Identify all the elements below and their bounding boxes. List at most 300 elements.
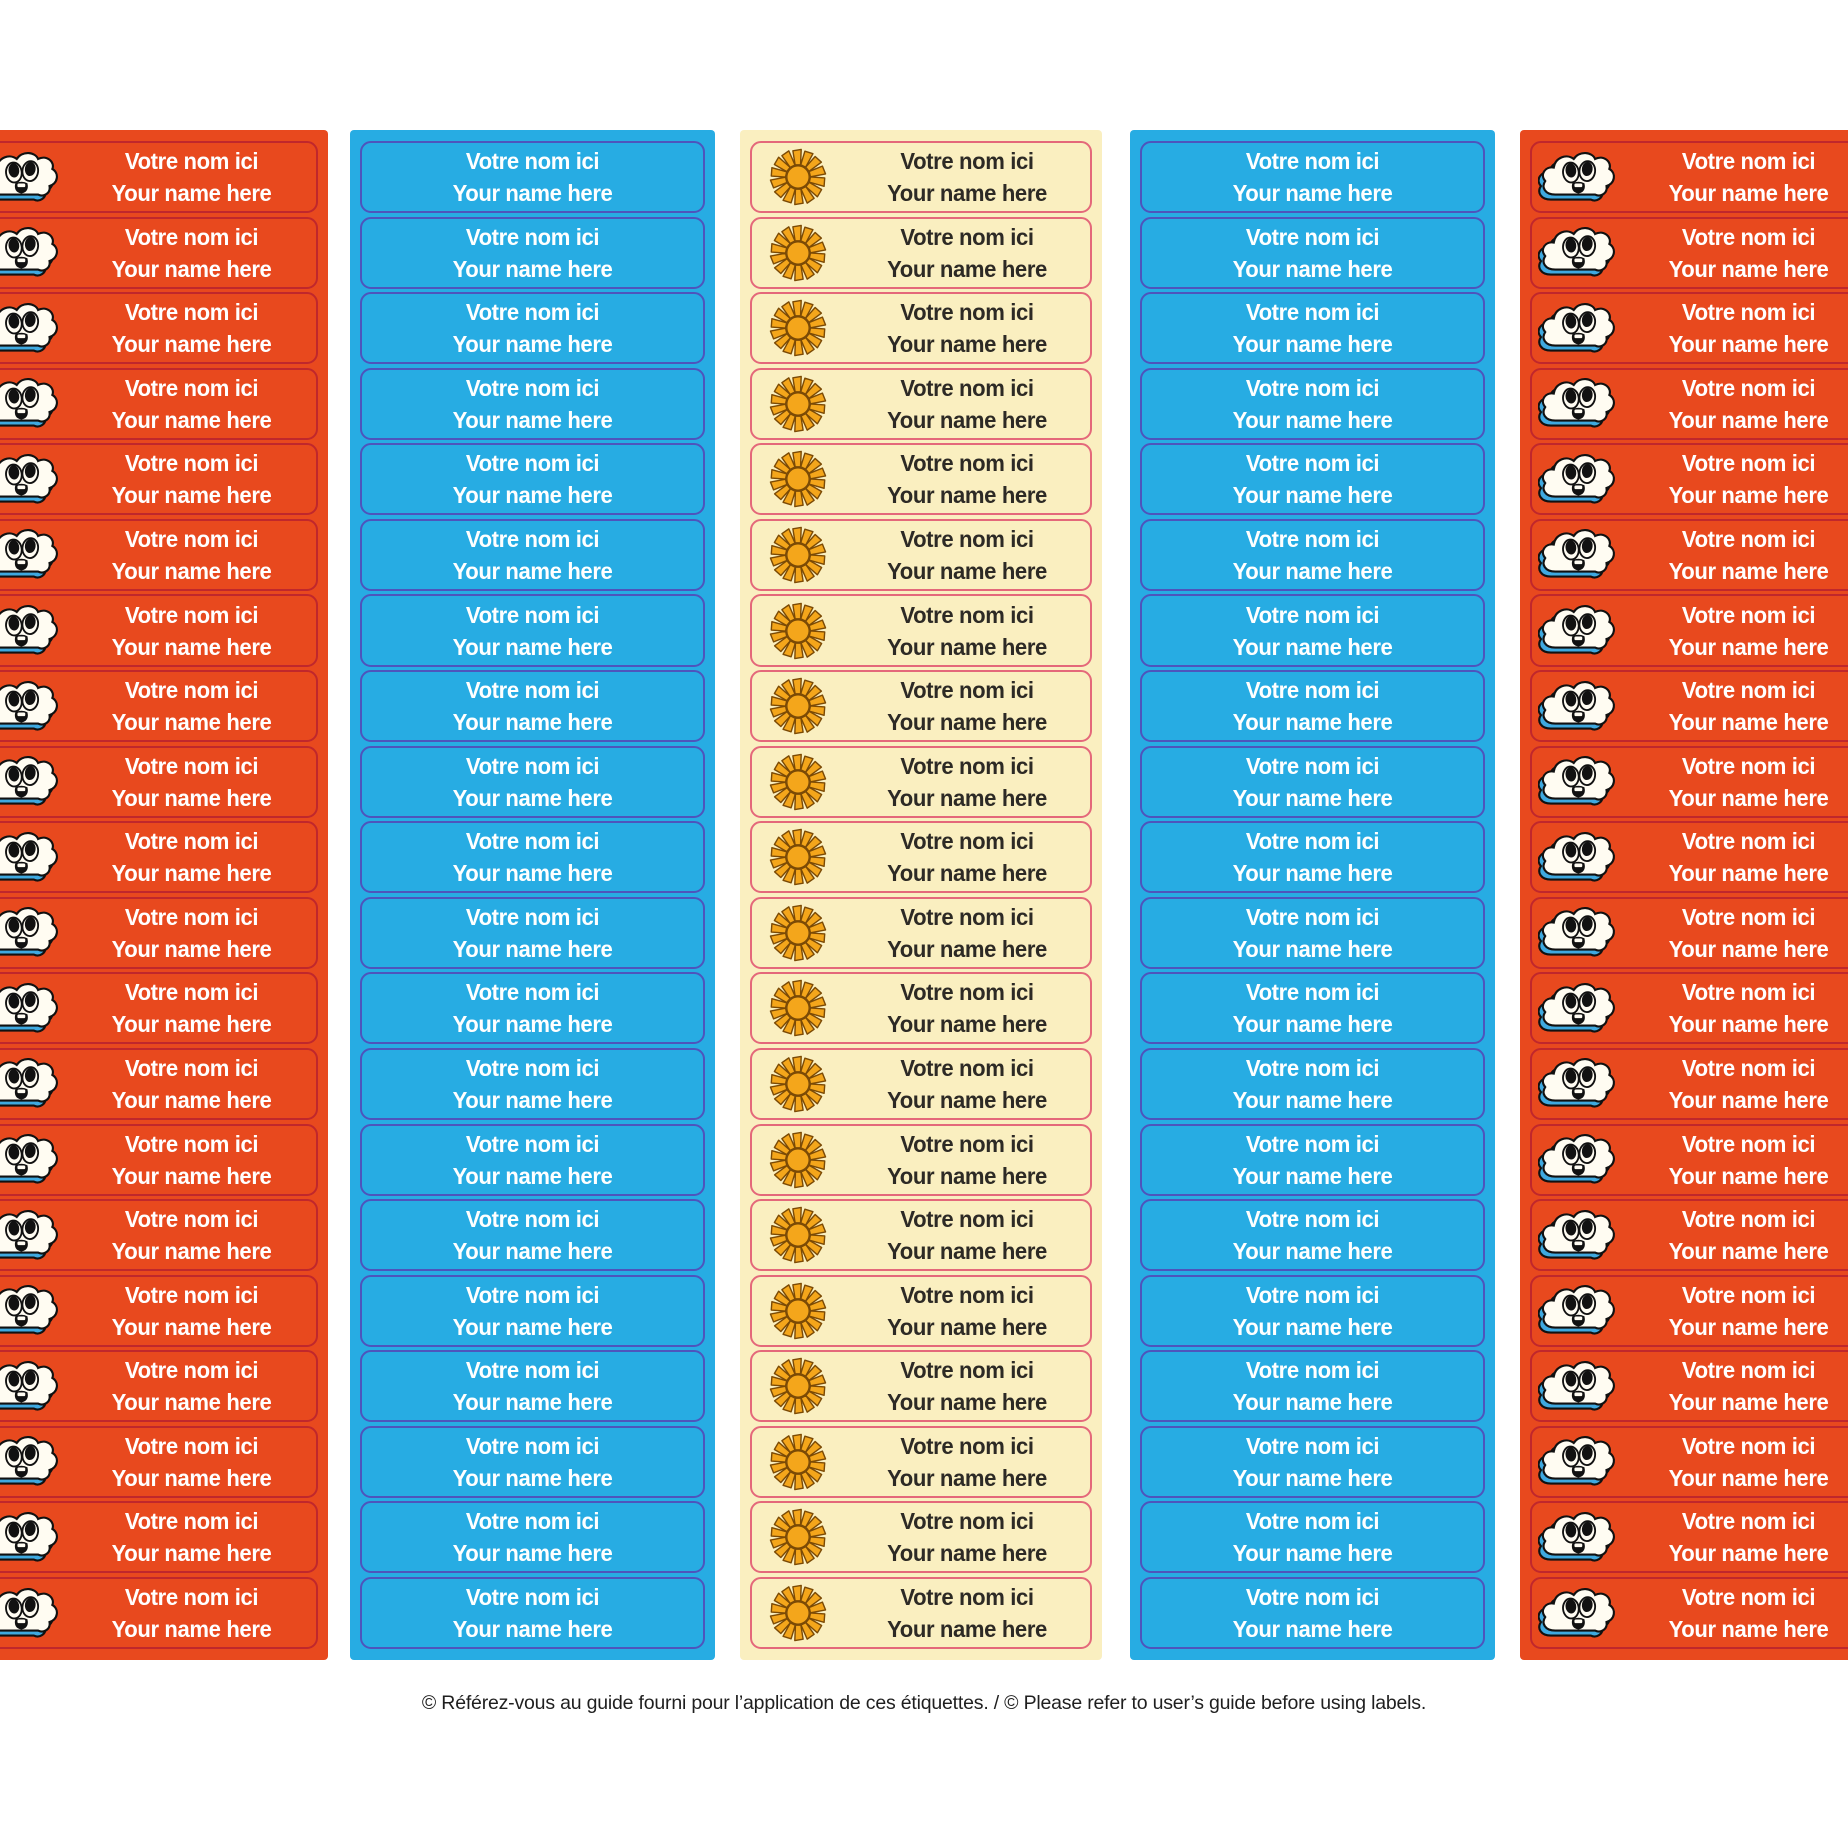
name-label-text [1149, 1430, 1476, 1494]
label-line-fr: Votre nom ici [465, 148, 600, 175]
label-line-en: Your name here [452, 1086, 613, 1113]
name-label-text [369, 447, 696, 511]
label-line-en: Your name here [1232, 860, 1393, 887]
sun-icon [752, 1505, 844, 1569]
label-line-fr: Votre nom ici [124, 525, 259, 552]
name-label [1140, 1577, 1485, 1649]
label-line-fr: Votre nom ici [465, 752, 600, 779]
cloud-mascot-icon [1532, 1131, 1624, 1188]
label-line-fr: Votre nom ici [124, 148, 259, 175]
label-line-en: Your name here [1668, 180, 1829, 207]
name-label-text [849, 1128, 1085, 1192]
name-label [0, 1048, 318, 1120]
name-label [1530, 1048, 1848, 1120]
label-line-fr: Votre nom ici [1681, 1584, 1816, 1611]
label-line-fr: Votre nom ici [465, 1508, 600, 1535]
name-label [1140, 594, 1485, 666]
name-label [1530, 670, 1848, 742]
name-label-text [849, 296, 1085, 360]
label-line-fr: Votre nom ici [1245, 1432, 1380, 1459]
sun-icon [752, 1581, 844, 1645]
label-line-en: Your name here [452, 1162, 613, 1189]
name-label-text [72, 1430, 311, 1494]
label-line-en: Your name here [452, 482, 613, 509]
label-line-fr: Votre nom ici [900, 299, 1034, 326]
name-label [0, 1577, 318, 1649]
label-line-en: Your name here [1668, 331, 1829, 358]
label-line-en: Your name here [1668, 1162, 1829, 1189]
label-line-fr: Votre nom ici [900, 601, 1034, 628]
name-label-text [1629, 1279, 1848, 1343]
label-line-en: Your name here [452, 935, 613, 962]
name-label [1140, 443, 1485, 515]
cloud-mascot-icon [1532, 300, 1624, 357]
label-line-en: Your name here [452, 784, 613, 811]
label-line-en: Your name here [452, 1540, 613, 1567]
name-label-text [1149, 1052, 1476, 1116]
label-line-fr: Votre nom ici [1245, 525, 1380, 552]
label-line-fr: Votre nom ici [1681, 601, 1816, 628]
cloud-mascot-icon [1532, 678, 1624, 735]
label-line-fr: Votre nom ici [1681, 1357, 1816, 1384]
label-line-fr: Votre nom ici [1681, 299, 1816, 326]
label-line-en: Your name here [887, 255, 1047, 282]
label-line-en: Your name here [452, 255, 613, 282]
name-label-text [369, 1505, 696, 1569]
name-label-text [1149, 1505, 1476, 1569]
name-label [1140, 746, 1485, 818]
name-label-text [1149, 674, 1476, 738]
cloud-mascot-icon [1532, 1282, 1624, 1339]
sun-icon [752, 145, 844, 209]
label-line-fr: Votre nom ici [1681, 525, 1816, 552]
name-label [1530, 519, 1848, 591]
name-label [360, 1501, 705, 1573]
label-line-fr: Votre nom ici [900, 903, 1034, 930]
name-label [360, 1350, 705, 1422]
label-line-fr: Votre nom ici [124, 1584, 259, 1611]
cloud-mascot-icon [0, 375, 67, 432]
label-line-fr: Votre nom ici [1681, 223, 1816, 250]
cloud-mascot-icon [1532, 1585, 1624, 1642]
label-line-fr: Votre nom ici [900, 828, 1034, 855]
name-label [750, 1577, 1092, 1649]
label-line-en: Your name here [111, 406, 272, 433]
name-label-text [1149, 1128, 1476, 1192]
label-line-fr: Votre nom ici [124, 1206, 259, 1233]
name-label [0, 821, 318, 893]
label-line-en: Your name here [887, 633, 1047, 660]
name-label-text [1629, 1354, 1848, 1418]
label-line-en: Your name here [1232, 1616, 1393, 1643]
name-label-text [1149, 599, 1476, 663]
name-label-text [369, 750, 696, 814]
name-label [0, 1426, 318, 1498]
label-line-en: Your name here [1232, 1011, 1393, 1038]
label-line-fr: Votre nom ici [1245, 752, 1380, 779]
name-label [750, 1426, 1092, 1498]
label-line-en: Your name here [887, 331, 1047, 358]
sun-icon [752, 976, 844, 1040]
label-line-en: Your name here [887, 1616, 1047, 1643]
label-line-en: Your name here [887, 1086, 1047, 1113]
name-label [1140, 368, 1485, 440]
label-line-fr: Votre nom ici [900, 223, 1034, 250]
name-label-text [72, 145, 311, 209]
name-label-text [369, 1430, 696, 1494]
label-line-en: Your name here [111, 1086, 272, 1113]
name-label-text [72, 750, 311, 814]
name-label [360, 217, 705, 289]
cloud-mascot-icon [1532, 1358, 1624, 1415]
name-label [1530, 368, 1848, 440]
cloud-mascot-icon [1532, 149, 1624, 206]
label-line-en: Your name here [1668, 709, 1829, 736]
label-line-fr: Votre nom ici [465, 374, 600, 401]
sun-icon [752, 372, 844, 436]
name-label-text [72, 1052, 311, 1116]
name-label-text [1629, 1203, 1848, 1267]
label-line-en: Your name here [1232, 935, 1393, 962]
name-label [1530, 217, 1848, 289]
label-line-fr: Votre nom ici [1245, 1130, 1380, 1157]
label-line-fr: Votre nom ici [900, 525, 1034, 552]
label-line-en: Your name here [452, 331, 613, 358]
label-line-en: Your name here [452, 709, 613, 736]
label-line-en: Your name here [1668, 1086, 1829, 1113]
label-line-en: Your name here [887, 180, 1047, 207]
cloud-mascot-icon [0, 829, 67, 886]
label-line-en: Your name here [1668, 1313, 1829, 1340]
sun-icon [752, 447, 844, 511]
label-line-fr: Votre nom ici [124, 1130, 259, 1157]
name-label [1530, 1350, 1848, 1422]
label-line-fr: Votre nom ici [1681, 828, 1816, 855]
label-line-en: Your name here [111, 255, 272, 282]
cloud-mascot-icon [0, 1358, 67, 1415]
name-label [1530, 292, 1848, 364]
name-label-text [849, 1581, 1085, 1645]
label-line-fr: Votre nom ici [124, 1357, 259, 1384]
name-label [1140, 292, 1485, 364]
name-label-text [72, 1581, 311, 1645]
label-line-en: Your name here [1232, 1238, 1393, 1265]
name-label-text [849, 1354, 1085, 1418]
label-line-fr: Votre nom ici [465, 601, 600, 628]
name-label-text [1629, 296, 1848, 360]
name-label-text [1149, 447, 1476, 511]
name-label [750, 292, 1092, 364]
cloud-mascot-icon [1532, 1207, 1624, 1264]
name-label [750, 897, 1092, 969]
name-label [0, 292, 318, 364]
sun-icon [752, 1354, 844, 1418]
name-label-text [369, 1128, 696, 1192]
label-line-fr: Votre nom ici [1681, 979, 1816, 1006]
name-label [1530, 1577, 1848, 1649]
name-label [1140, 1199, 1485, 1271]
name-label [0, 1124, 318, 1196]
name-label-text [369, 523, 696, 587]
cloud-mascot-icon [0, 1131, 67, 1188]
label-line-en: Your name here [887, 1011, 1047, 1038]
label-line-en: Your name here [1232, 482, 1393, 509]
label-line-en: Your name here [887, 1313, 1047, 1340]
name-label-text [1149, 825, 1476, 889]
label-line-en: Your name here [111, 784, 272, 811]
name-label-text [849, 1052, 1085, 1116]
label-line-fr: Votre nom ici [1245, 828, 1380, 855]
label-line-en: Your name here [111, 331, 272, 358]
name-label-text [1629, 1430, 1848, 1494]
name-label [360, 1577, 705, 1649]
label-line-fr: Votre nom ici [900, 450, 1034, 477]
sun-icon [752, 1128, 844, 1192]
name-label [1140, 1124, 1485, 1196]
name-label [750, 670, 1092, 742]
name-label-text [1149, 1581, 1476, 1645]
label-line-fr: Votre nom ici [900, 752, 1034, 779]
label-line-fr: Votre nom ici [124, 979, 259, 1006]
label-line-en: Your name here [1232, 784, 1393, 811]
name-label-text [72, 1505, 311, 1569]
name-label-text [849, 1505, 1085, 1569]
label-line-fr: Votre nom ici [124, 903, 259, 930]
label-line-en: Your name here [1668, 1616, 1829, 1643]
label-line-fr: Votre nom ici [1245, 1508, 1380, 1535]
name-label-text [1629, 901, 1848, 965]
name-label [1530, 1275, 1848, 1347]
name-label-text [369, 825, 696, 889]
label-line-fr: Votre nom ici [465, 450, 600, 477]
label-line-en: Your name here [1668, 1540, 1829, 1567]
name-label [1530, 141, 1848, 213]
label-line-en: Your name here [111, 1313, 272, 1340]
name-label [0, 217, 318, 289]
name-label-text [849, 145, 1085, 209]
name-label [360, 1426, 705, 1498]
label-line-en: Your name here [1232, 180, 1393, 207]
name-label-text [72, 1354, 311, 1418]
label-line-fr: Votre nom ici [465, 1584, 600, 1611]
label-line-en: Your name here [111, 1162, 272, 1189]
label-line-en: Your name here [111, 1616, 272, 1643]
name-label-text [72, 825, 311, 889]
label-line-en: Your name here [887, 1238, 1047, 1265]
name-label-text [1629, 447, 1848, 511]
label-line-en: Your name here [1668, 557, 1829, 584]
label-line-en: Your name here [111, 1389, 272, 1416]
label-line-fr: Votre nom ici [1245, 1206, 1380, 1233]
label-line-fr: Votre nom ici [1681, 450, 1816, 477]
name-label-text [72, 599, 311, 663]
name-label [750, 443, 1092, 515]
name-label-text [72, 1203, 311, 1267]
label-line-en: Your name here [887, 709, 1047, 736]
sun-icon [752, 825, 844, 889]
label-line-en: Your name here [1668, 1464, 1829, 1491]
label-line-en: Your name here [887, 1389, 1047, 1416]
cloud-mascot-icon [0, 678, 67, 735]
name-label-text [1629, 674, 1848, 738]
cloud-mascot-icon [0, 980, 67, 1037]
label-line-en: Your name here [1232, 709, 1393, 736]
label-line-fr: Votre nom ici [465, 1206, 600, 1233]
cloud-mascot-icon [1532, 602, 1624, 659]
name-label [360, 746, 705, 818]
label-line-fr: Votre nom ici [124, 1281, 259, 1308]
label-line-fr: Votre nom ici [900, 1206, 1034, 1233]
sun-icon [752, 296, 844, 360]
cloud-mascot-icon [1532, 980, 1624, 1037]
name-label-text [849, 825, 1085, 889]
name-label [360, 670, 705, 742]
label-line-en: Your name here [887, 406, 1047, 433]
label-line-fr: Votre nom ici [1681, 677, 1816, 704]
label-line-en: Your name here [1668, 860, 1829, 887]
name-label [1530, 1199, 1848, 1271]
label-line-fr: Votre nom ici [124, 1432, 259, 1459]
label-line-en: Your name here [452, 406, 613, 433]
sun-icon [752, 1279, 844, 1343]
label-line-fr: Votre nom ici [1681, 374, 1816, 401]
sun-icon [752, 221, 844, 285]
name-label [1140, 1501, 1485, 1573]
name-label-text [1149, 1354, 1476, 1418]
label-line-fr: Votre nom ici [1681, 148, 1816, 175]
label-line-en: Your name here [452, 860, 613, 887]
name-label [360, 1048, 705, 1120]
label-line-en: Your name here [1668, 482, 1829, 509]
sun-icon [752, 674, 844, 738]
name-label [360, 594, 705, 666]
label-line-fr: Votre nom ici [900, 1054, 1034, 1081]
name-label [750, 368, 1092, 440]
name-label-text [1149, 221, 1476, 285]
label-line-en: Your name here [111, 935, 272, 962]
name-label [750, 972, 1092, 1044]
cloud-mascot-icon [0, 1055, 67, 1112]
label-line-en: Your name here [887, 1540, 1047, 1567]
label-line-en: Your name here [1668, 1238, 1829, 1265]
label-line-en: Your name here [452, 1313, 613, 1340]
label-line-fr: Votre nom ici [900, 148, 1034, 175]
name-label [0, 594, 318, 666]
name-label-text [1629, 750, 1848, 814]
name-label-text [72, 1279, 311, 1343]
label-line-en: Your name here [111, 180, 272, 207]
name-label [360, 821, 705, 893]
label-line-en: Your name here [887, 860, 1047, 887]
name-label [360, 519, 705, 591]
name-label [0, 1350, 318, 1422]
name-label-text [1149, 523, 1476, 587]
label-line-fr: Votre nom ici [124, 677, 259, 704]
name-label [0, 897, 318, 969]
name-label-text [1629, 1505, 1848, 1569]
sun-icon [752, 1052, 844, 1116]
cloud-mascot-icon [0, 1207, 67, 1264]
label-line-en: Your name here [887, 482, 1047, 509]
label-line-fr: Votre nom ici [1681, 1130, 1816, 1157]
label-line-en: Your name here [1232, 1540, 1393, 1567]
label-line-fr: Votre nom ici [1245, 979, 1380, 1006]
name-label [360, 1199, 705, 1271]
label-line-en: Your name here [887, 935, 1047, 962]
label-line-en: Your name here [1232, 1464, 1393, 1491]
name-label-text [72, 221, 311, 285]
name-label [750, 1275, 1092, 1347]
name-label-text [1629, 1052, 1848, 1116]
name-label-text [1149, 901, 1476, 965]
name-label [1140, 1048, 1485, 1120]
cloud-mascot-icon [0, 1509, 67, 1566]
label-line-fr: Votre nom ici [124, 1508, 259, 1535]
label-line-fr: Votre nom ici [124, 374, 259, 401]
name-label-text [1149, 1279, 1476, 1343]
label-line-fr: Votre nom ici [465, 223, 600, 250]
name-label-text [849, 599, 1085, 663]
name-label-text [1629, 372, 1848, 436]
name-label-text [369, 1279, 696, 1343]
label-line-fr: Votre nom ici [124, 828, 259, 855]
name-label [360, 972, 705, 1044]
label-line-fr: Votre nom ici [124, 450, 259, 477]
name-label [1140, 821, 1485, 893]
sun-icon [752, 1203, 844, 1267]
label-line-fr: Votre nom ici [465, 1432, 600, 1459]
name-label-text [1629, 599, 1848, 663]
name-label-text [369, 1354, 696, 1418]
sun-icon [752, 1430, 844, 1494]
label-line-en: Your name here [1668, 784, 1829, 811]
label-line-fr: Votre nom ici [900, 1130, 1034, 1157]
name-label-text [72, 976, 311, 1040]
cloud-mascot-icon [0, 602, 67, 659]
name-label [750, 1501, 1092, 1573]
label-line-fr: Votre nom ici [900, 677, 1034, 704]
name-label [750, 141, 1092, 213]
label-column-orange-cloud [1520, 130, 1848, 1660]
label-line-fr: Votre nom ici [465, 1130, 600, 1157]
label-line-fr: Votre nom ici [900, 1357, 1034, 1384]
label-line-fr: Votre nom ici [465, 299, 600, 326]
label-line-fr: Votre nom ici [1245, 677, 1380, 704]
label-line-en: Your name here [111, 860, 272, 887]
cloud-mascot-icon [0, 526, 67, 583]
label-line-en: Your name here [111, 557, 272, 584]
label-column-blue-plain [350, 130, 715, 1660]
label-line-en: Your name here [887, 1162, 1047, 1189]
name-label-text [369, 1581, 696, 1645]
name-label-text [849, 1430, 1085, 1494]
label-line-fr: Votre nom ici [1681, 1508, 1816, 1535]
name-label-text [72, 296, 311, 360]
label-line-fr: Votre nom ici [465, 828, 600, 855]
name-label [1140, 897, 1485, 969]
name-label-text [369, 674, 696, 738]
name-label-text [1149, 145, 1476, 209]
name-label [1140, 217, 1485, 289]
name-label [360, 292, 705, 364]
name-label [0, 141, 318, 213]
label-line-en: Your name here [1668, 935, 1829, 962]
label-line-fr: Votre nom ici [465, 1357, 600, 1384]
label-line-fr: Votre nom ici [124, 601, 259, 628]
name-label-text [369, 296, 696, 360]
label-line-en: Your name here [1232, 1389, 1393, 1416]
name-label-text [849, 1279, 1085, 1343]
